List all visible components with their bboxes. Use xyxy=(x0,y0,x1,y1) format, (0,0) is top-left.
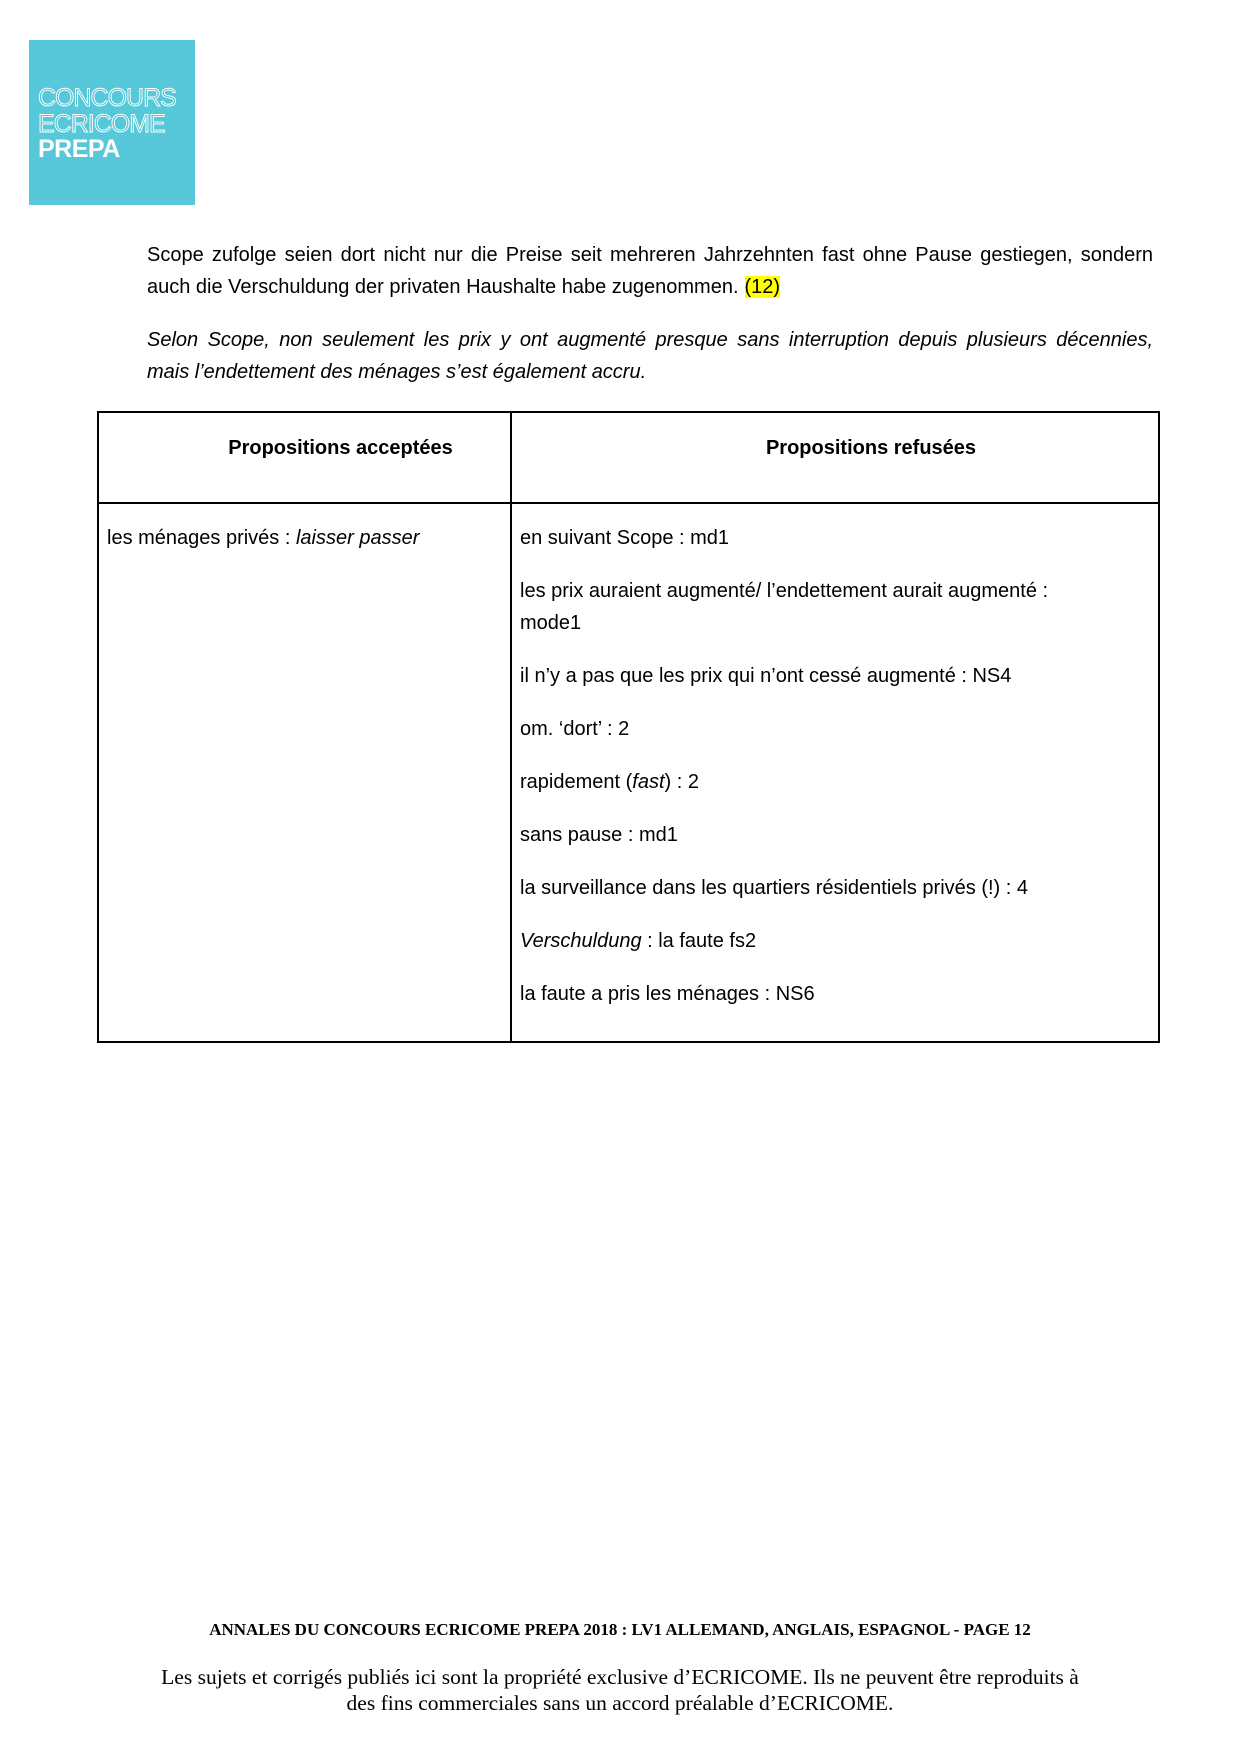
refused-item-text: ) : 2 xyxy=(664,771,699,793)
source-line xyxy=(147,271,1153,303)
translation-line: mais l’endettement des ménages s’est également accru. xyxy=(147,361,647,383)
refused-item xyxy=(520,660,1090,692)
accepted-item xyxy=(107,522,497,554)
concours-ecricome-prepa-logo xyxy=(29,40,195,205)
translation-paragraph xyxy=(147,324,1153,388)
footer-notice-line: Les sujets et corrigés publiés ici sont la propriété exclusive d’ECRICOME. Ils ne peuvent être reproduits à xyxy=(161,1665,1079,1689)
refused-item-text: la faute a pris les ménages : NS6 xyxy=(520,983,815,1005)
refused-item-text: sans pause : md1 xyxy=(520,824,678,846)
refused-item xyxy=(520,872,1090,904)
refused-item-text: en suivant Scope : md1 xyxy=(520,527,730,549)
refused-item-text: les prix auraient augmenté/ l’endettement aurait augmenté : mode1 xyxy=(520,580,1049,634)
refused-cell xyxy=(512,504,1158,1041)
refused-item-text: la surveillance dans les quartiers résidentiels privés (!) : 4 xyxy=(520,877,1028,899)
header-accepted: Propositions acceptées xyxy=(228,437,453,459)
source-line-text: auch die Verschuldung der privaten Haushalte habe zugenommen. xyxy=(147,276,739,298)
accepted-cell xyxy=(99,504,510,1041)
refused-item xyxy=(520,522,1090,554)
source-paragraph xyxy=(147,239,1153,303)
logo-line-concours: CONCOURS xyxy=(38,84,176,112)
translation-line: Selon Scope, non seulement les prix y ont augmenté presque sans interruption depuis plusieurs décennies, xyxy=(147,329,1153,351)
refused-item-text: rapidement ( xyxy=(520,771,633,793)
refused-item xyxy=(520,819,1090,851)
header-refused: Propositions refusées xyxy=(765,437,977,459)
refused-item xyxy=(520,978,1090,1010)
refused-item-emphasis: Verschuldung xyxy=(520,930,642,952)
propositions-table xyxy=(97,411,1160,1043)
refused-item-emphasis: fast xyxy=(632,771,665,793)
sentence-number-marker: (12) xyxy=(744,276,781,298)
refused-item-text: : la faute fs2 xyxy=(641,930,757,952)
footer-copyright-notice xyxy=(0,1664,1240,1716)
refused-item-text: om. ‘dort’ : 2 xyxy=(520,718,630,740)
refused-item xyxy=(520,713,1090,745)
footer-title: ANNALES DU CONCOURS ECRICOME PREPA 2018 : LV1 ALLEMAND, ANGLAIS, ESPAGNOL - PAGE 12 xyxy=(209,1620,1031,1639)
accepted-item-text: les ménages privés : xyxy=(107,527,296,549)
logo-line-prepa: PREPA xyxy=(38,135,120,163)
footer-notice-line: des fins commerciales sans un accord préalable d’ECRICOME. xyxy=(346,1691,894,1715)
accepted-item-emphasis: laisser passer xyxy=(295,527,420,549)
logo-line-ecricome: ECRICOME xyxy=(38,110,165,138)
refused-item xyxy=(520,925,1090,957)
source-line: Scope zufolge seien dort nicht nur die Preise seit mehreren Jahrzehnten fast ohne Pause gestiegen, sondern xyxy=(147,244,1153,266)
refused-item xyxy=(520,766,1090,798)
refused-item xyxy=(520,575,1090,639)
refused-item-text: il n’y a pas que les prix qui n’ont cessé augmenté : NS4 xyxy=(520,665,1012,687)
